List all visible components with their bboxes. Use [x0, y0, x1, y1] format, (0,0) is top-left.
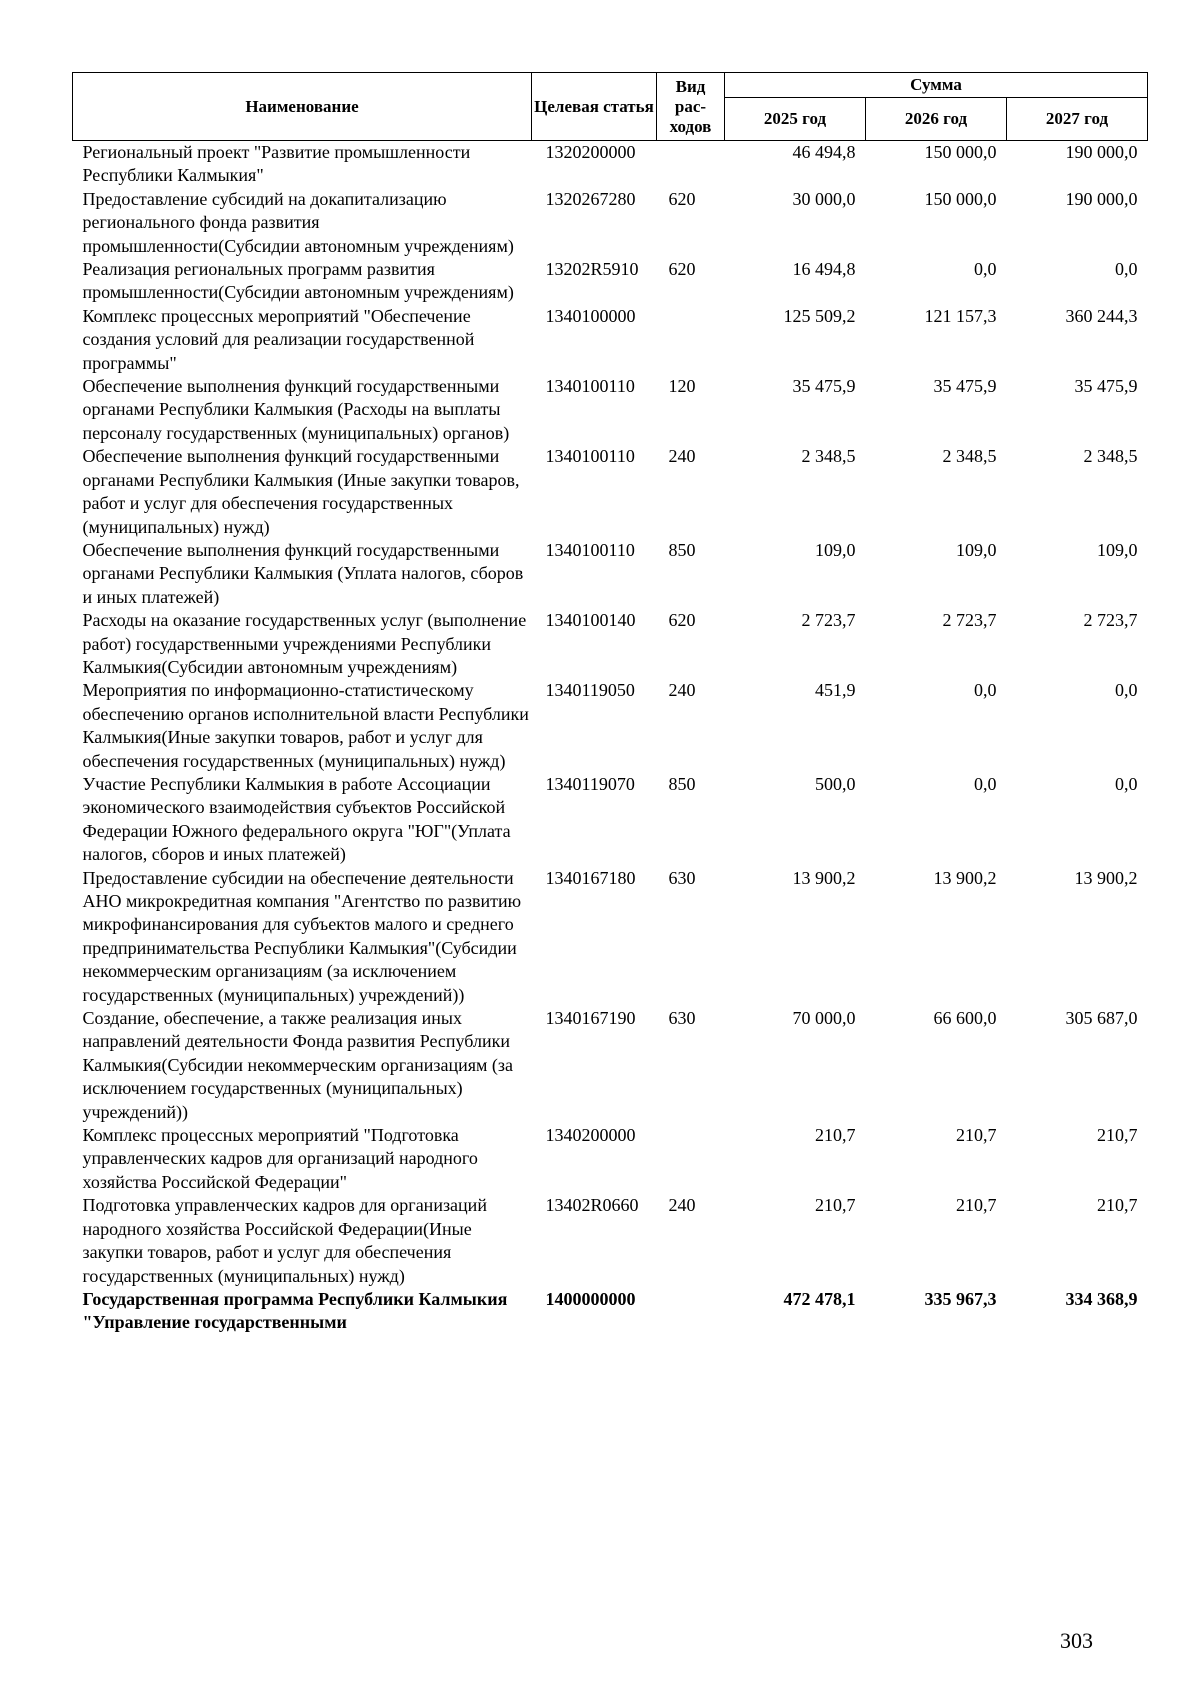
- header-code: Целевая статья: [532, 73, 657, 141]
- cell-sum-2026: 13 900,2: [933, 867, 997, 888]
- header-year-2027: 2027 год: [1007, 98, 1148, 141]
- cell-expense-type: 850: [668, 773, 696, 794]
- cell-name: Создание, обеспечение, а также реализация иных направлений деятельности Фонда развития Республики Калмыкия(Субсидии некоммерческим организациям (за исключением государственных (муниципальных) учреждений)): [82, 1008, 514, 1122]
- cell-name: Государственная программа Республики Калмыкия "Управление государственными: [82, 1288, 508, 1333]
- cell-sum-2026: 210,7: [956, 1125, 997, 1146]
- cell-sum-2027: 190 000,0: [1065, 188, 1138, 209]
- table-row: [73, 188, 1148, 258]
- cell-name: Участие Республики Калмыкия в работе Ассоциации экономического взаимодействия субъектов Российской Федерации Южного федерального округа "ЮГ"(Уплата налогов, сборов и иных платежей): [82, 773, 511, 865]
- cell-sum-2025: 70 000,0: [792, 1008, 856, 1029]
- table-body: [73, 141, 1148, 1335]
- cell-sum-2027: 305 687,0: [1065, 1008, 1138, 1029]
- cell-name: Реализация региональных программ развития промышленности(Субсидии автономным учреждениям): [82, 259, 514, 303]
- table-row: [73, 1124, 1148, 1194]
- cell-name: Комплекс процессных мероприятий "Обеспечение создания условий для реализации государственной программы": [82, 305, 475, 373]
- cell-sum-2026: 2 723,7: [942, 610, 997, 631]
- cell-expense-type: 620: [668, 610, 696, 631]
- cell-sum-2025: 2 723,7: [801, 610, 856, 631]
- cell-sum-2027: 0,0: [1115, 680, 1138, 701]
- page-number: 303: [1060, 1628, 1093, 1653]
- cell-sum-2027: 360 244,3: [1065, 305, 1138, 326]
- table-row: [73, 679, 1148, 773]
- table-row: [73, 609, 1148, 679]
- cell-sum-2025: 472 478,1: [783, 1288, 856, 1309]
- cell-sum-2026: 66 600,0: [933, 1008, 997, 1029]
- cell-sum-2027: 2 723,7: [1083, 610, 1138, 631]
- table-row: [73, 539, 1148, 609]
- cell-name: Региональный проект "Развитие промышленности Республики Калмыкия": [82, 142, 471, 186]
- cell-name: Комплекс процессных мероприятий "Подготовка управленческих кадров для организаций народного хозяйства Российской Федерации": [82, 1125, 478, 1192]
- cell-name: Обеспечение выполнения функций государственными органами Республики Калмыкия (Уплата налогов, сборов и иных платежей): [82, 539, 524, 607]
- cell-expense-type: 630: [668, 867, 696, 888]
- cell-name: Обеспечение выполнения функций государственными органами Республики Калмыкия (Иные закупки товаров, работ и услуг для обеспечения государственных (муниципальных) нужд): [82, 446, 520, 537]
- cell-target-code: 1340100110: [545, 376, 635, 397]
- cell-target-code: 1340100110: [545, 539, 635, 560]
- cell-expense-type: [657, 141, 725, 188]
- cell-sum-2025: 451,9: [815, 680, 856, 701]
- cell-sum-2025: 210,7: [815, 1125, 856, 1146]
- table-row: [73, 1194, 1148, 1288]
- budget-table: [72, 72, 1148, 1335]
- cell-sum-2025: 30 000,0: [792, 188, 856, 209]
- cell-expense-type: [657, 1288, 725, 1335]
- cell-sum-2026: 0,0: [974, 259, 997, 280]
- cell-sum-2027: 210,7: [1097, 1195, 1138, 1216]
- cell-expense-type: 240: [668, 680, 696, 701]
- table-header: [73, 73, 1148, 141]
- table-row: [73, 1288, 1148, 1335]
- cell-sum-2025: 13 900,2: [792, 867, 856, 888]
- table-row: [73, 375, 1148, 445]
- cell-sum-2025: 16 494,8: [792, 259, 856, 280]
- cell-expense-type: 240: [668, 446, 696, 467]
- cell-target-code: 1340167180: [545, 867, 636, 888]
- cell-sum-2025: 125 509,2: [783, 305, 856, 326]
- cell-sum-2026: 109,0: [956, 539, 997, 560]
- cell-sum-2027: 35 475,9: [1074, 376, 1138, 397]
- header-year-2026: 2026 год: [866, 98, 1007, 141]
- cell-target-code: 1340200000: [545, 1125, 636, 1146]
- header-name: Наименование: [73, 73, 532, 141]
- cell-sum-2025: 109,0: [815, 539, 856, 560]
- cell-target-code: 13402R0660: [545, 1195, 639, 1216]
- header-year-2025: 2025 год: [725, 98, 866, 141]
- cell-expense-type: 240: [668, 1195, 696, 1216]
- cell-sum-2026: 335 967,3: [924, 1288, 997, 1309]
- cell-sum-2026: 2 348,5: [942, 446, 997, 467]
- cell-name: Обеспечение выполнения функций государственными органами Республики Калмыкия (Расходы на выплаты персоналу государственных (муниципальных) органов): [82, 376, 510, 443]
- cell-expense-type: 620: [668, 259, 696, 280]
- cell-sum-2026: 150 000,0: [924, 142, 997, 162]
- cell-sum-2025: 500,0: [815, 773, 856, 794]
- cell-name: Предоставление субсидии на обеспечение деятельности АНО микрокредитная компания "Агентство по развитию микрофинансирования для субъектов малого и среднего предпринимательства Республики Калмыкия"(Субсидии некоммерческим организациям (за исключением государственных (муниципальных) учреждений)): [82, 867, 522, 1005]
- header-type: Вид рас-ходов: [657, 73, 725, 141]
- cell-sum-2025: 46 494,8: [792, 142, 856, 162]
- cell-expense-type: 120: [668, 376, 696, 397]
- cell-sum-2027: 109,0: [1097, 539, 1138, 560]
- table-row: [73, 773, 1148, 867]
- cell-sum-2025: 2 348,5: [801, 446, 856, 467]
- cell-sum-2027: 2 348,5: [1083, 446, 1138, 467]
- cell-expense-type: 630: [668, 1008, 696, 1029]
- cell-target-code: 1320267280: [545, 188, 636, 209]
- cell-name: Подготовка управленческих кадров для организаций народного хозяйства Российской Федерации(Иные закупки товаров, работ и услуг для обеспечения государственных (муниципальных) нужд): [82, 1195, 487, 1286]
- cell-sum-2027: 13 900,2: [1074, 867, 1138, 888]
- table-row: [73, 141, 1148, 188]
- cell-name: Мероприятия по информационно-статистическому обеспечению органов исполнительной власти Республики Калмыкия(Иные закупки товаров, работ и услуг для обеспечения государственных (муниципальных) нужд): [82, 680, 529, 771]
- cell-target-code: 1340100000: [545, 305, 636, 326]
- cell-target-code: 1340167190: [545, 1008, 636, 1029]
- cell-target-code: 1340119070: [545, 773, 635, 794]
- cell-sum-2026: 121 157,3: [924, 305, 997, 326]
- cell-sum-2026: 210,7: [956, 1195, 997, 1216]
- cell-target-code: 1340100110: [545, 446, 635, 467]
- cell-target-code: 13202R5910: [545, 259, 639, 280]
- cell-expense-type: 850: [668, 539, 696, 560]
- cell-sum-2026: 0,0: [974, 773, 997, 794]
- cell-expense-type: [657, 305, 725, 375]
- header-sum: Сумма: [725, 73, 1148, 98]
- cell-expense-type: [657, 1124, 725, 1194]
- cell-sum-2025: 210,7: [815, 1195, 856, 1216]
- cell-sum-2027: 0,0: [1115, 259, 1138, 280]
- cell-sum-2025: 35 475,9: [792, 376, 856, 397]
- table-row: [73, 305, 1148, 375]
- table-row: [73, 867, 1148, 1007]
- cell-target-code: 1340119050: [545, 680, 635, 701]
- table-row: [73, 258, 1148, 305]
- table-row: [73, 1007, 1148, 1124]
- cell-sum-2026: 150 000,0: [924, 188, 997, 209]
- cell-target-code: 1400000000: [545, 1288, 636, 1309]
- cell-name: Расходы на оказание государственных услуг (выполнение работ) государственными учреждениями Республики Калмыкия(Субсидии автономным учреждениям): [82, 610, 527, 677]
- cell-expense-type: 620: [668, 188, 696, 209]
- table-row: [73, 445, 1148, 539]
- cell-name: Предоставление субсидий на докапитализацию регионального фонда развития промышленности(Субсидии автономным учреждениям): [82, 188, 514, 256]
- cell-target-code: 1340100140: [545, 610, 636, 631]
- cell-sum-2027: 190 000,0: [1065, 142, 1138, 162]
- cell-sum-2026: 0,0: [974, 680, 997, 701]
- cell-sum-2027: 334 368,9: [1065, 1288, 1138, 1309]
- cell-sum-2026: 35 475,9: [933, 376, 997, 397]
- cell-sum-2027: 0,0: [1115, 773, 1138, 794]
- cell-target-code: 1320200000: [545, 142, 636, 162]
- cell-sum-2027: 210,7: [1097, 1125, 1138, 1146]
